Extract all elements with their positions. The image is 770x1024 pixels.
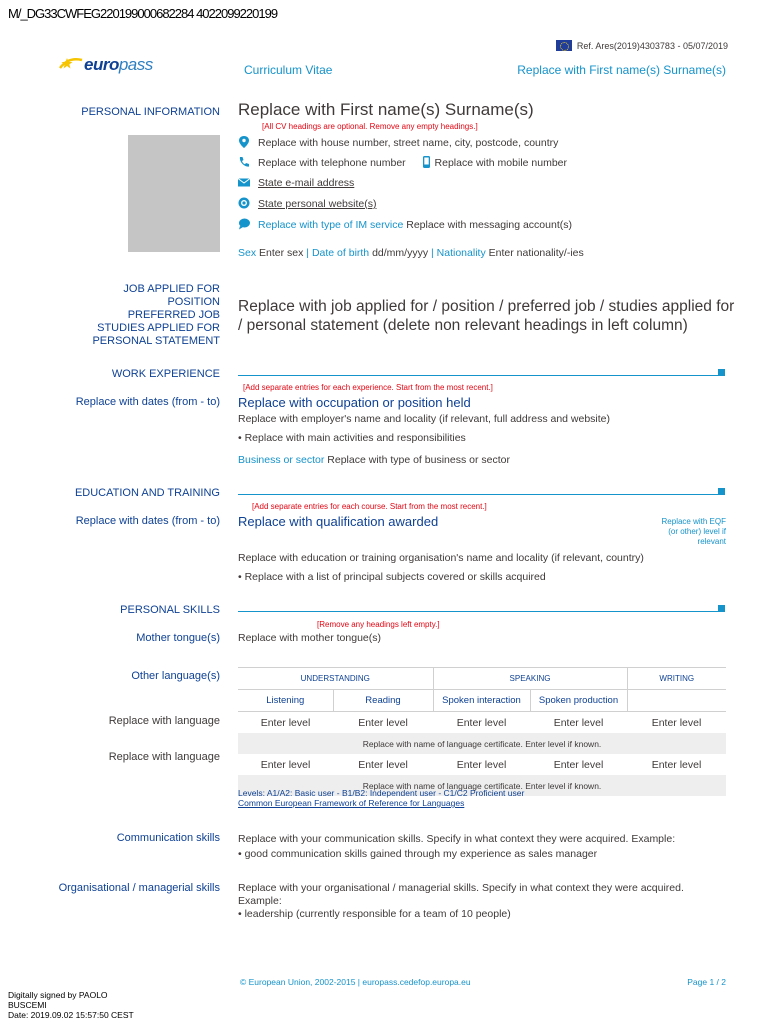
work-dates: Replace with dates (from - to) [75,396,220,408]
education-note: [Add separate entries for each course. Start from the most recent.] [252,502,487,511]
education-subjects: • Replace with a list of principal subjects covered or skills acquired [238,571,546,583]
personal-skills-rule [238,611,720,612]
language-row-label-2: Replace with language [108,751,220,763]
personal-information-heading: PERSONAL INFORMATION [81,106,220,118]
reference-number: Ref. Ares(2019)4303783 - 05/07/2019 [576,40,728,51]
communication-skills-label: Communication skills [116,832,220,844]
mobile-phone-icon [422,156,431,168]
understanding-header: UNDERSTANDING [238,668,433,690]
website-line [238,197,376,210]
chat-bubble-icon [238,218,250,230]
star-swoosh-icon [58,54,84,76]
digital-signature: Digitally signed by PAOLO BUSCEMI Date: 2019.09.02 15:57:50 CEST [8,990,134,1020]
language-table-group-row [238,668,726,690]
speaking-header: SPEAKING [433,668,627,690]
language-table [238,667,726,796]
table-row: Enter level Enter level Enter level Enter level Enter level [260,716,702,729]
job-applied-labels: JOB APPLIED FOR POSITION PREFERRED JOB STUDIES APPLIED FOR PERSONAL STATEMENT [92,283,220,347]
personal-details-line: Sex Enter sex | Date of birth dd/mm/yyyy | Nationality Enter nationality/-ies [238,247,584,259]
education-marker [718,488,725,495]
work-sector: Business or sector Replace with type of business or sector [238,454,510,466]
im-service-label: Replace with type of IM service [258,219,404,231]
table-row: Enter level Enter level Enter level Enter level Enter level [260,758,702,771]
writing-header: WRITING [627,668,726,690]
education-qualification: Replace with qualification awarded [238,514,439,529]
language-table-sub-row [238,690,726,712]
personal-skills-marker [718,605,725,612]
full-name: Replace with First name(s) Surname(s) [238,100,534,119]
organisational-skills-text: Replace with your organisational / managerial skills. Specify in what context they were acquired. Example: • leadership (currently responsible for a team of 10 people) [238,882,684,920]
work-employer: Replace with employer's name and locality (if relevant, full address and website) [238,413,611,425]
globe-icon [238,197,250,209]
im-line [238,218,572,231]
mother-tongue-value: Replace with mother tongue(s) [238,632,381,644]
document-stamp: M/_DG33CWFEG220199000682284 4022099220199 [8,6,278,21]
spoken-production-header: Spoken production [530,690,627,712]
cv-title: Curriculum Vitae [244,63,333,77]
skills-note: [Remove any headings left empty.] [317,620,440,629]
work-activities: • Replace with main activities and responsibilities [238,432,466,444]
telephone-icon [238,156,250,168]
footer-copyright: © European Union, 2002-2015 | europass.cedefop.europa.eu [240,977,471,987]
telephone-value: Replace with telephone number [258,157,406,169]
organisational-skills-label: Organisational / managerial skills [58,882,220,894]
communication-skills-text: Replace with your communication skills. Specify in what context they were acquired. Example: • good communication skills gained through my experience as sales manager [238,833,676,860]
sex-label: Sex [238,247,257,259]
listening-header: Listening [238,690,333,712]
language-row-label-1: Replace with language [108,715,220,727]
education-heading: EDUCATION AND TRAINING [74,487,220,499]
nationality-label: Nationality [436,247,486,259]
work-note: [Add separate entries for each experience. Start from the most recent.] [243,383,493,392]
address-line: Replace with house number, street name, city, postcode, country [238,136,558,149]
education-dates: Replace with dates (from - to) [75,515,220,527]
page-number: Page 1 / 2 [687,977,726,987]
work-experience-marker [718,369,725,376]
mobile-value: Replace with mobile number [434,157,568,169]
certificate-row: Replace with name of language certificate. Enter level if known. [238,733,726,754]
europass-logo [58,54,153,76]
certificate-row: Replace with name of language certificate. Enter level if known. [238,775,726,796]
email-line [238,176,354,189]
mother-tongue-label: Mother tongue(s) [136,632,220,644]
sex-value: Enter sex [259,247,304,259]
eu-flag-icon [556,40,572,51]
dob-label: Date of birth [311,247,370,259]
work-occupation: Replace with occupation or position held [238,395,471,410]
education-rule [238,494,720,495]
header-name: Replace with First name(s) Surname(s) [517,63,726,77]
eqf-level: Replace with EQF (or other) level if relevant [661,517,726,546]
dob-value: dd/mm/yyyy [372,247,429,259]
education-organisation: Replace with education or training organisation's name and locality (if relevant, country) [238,552,644,564]
reference-line [556,40,728,51]
work-experience-heading: WORK EXPERIENCE [111,368,220,380]
cefr-link[interactable]: Common European Framework of Reference for Languages [238,798,465,808]
envelope-icon [238,176,250,188]
optional-headings-note: [All CV headings are optional. Remove any empty headings.] [262,122,478,131]
job-applied-text: Replace with job applied for / position / preferred job / studies applied for / personal statement (delete non relevant headings in left column) [238,298,735,334]
photo-placeholder [128,135,220,252]
im-account-value: Replace with messaging account(s) [406,219,572,231]
levels-note: Levels: A1/A2: Basic user - B1/B2: Independent user - C1/C2 Proficient user Common European Framework of Reference for Languages [238,788,525,808]
other-languages-label: Other language(s) [131,670,220,682]
website-link[interactable]: State personal website(s) [258,198,377,210]
reading-header: Reading [333,690,433,712]
europass-wordmark: europass [84,55,153,74]
email-link[interactable]: State e-mail address [258,177,355,189]
phone-line [238,156,567,169]
personal-skills-heading: PERSONAL SKILLS [120,604,220,616]
nationality-value: Enter nationality/-ies [488,247,584,259]
spoken-interaction-header: Spoken interaction [433,690,530,712]
work-experience-rule [238,375,720,376]
location-pin-icon [238,136,250,148]
